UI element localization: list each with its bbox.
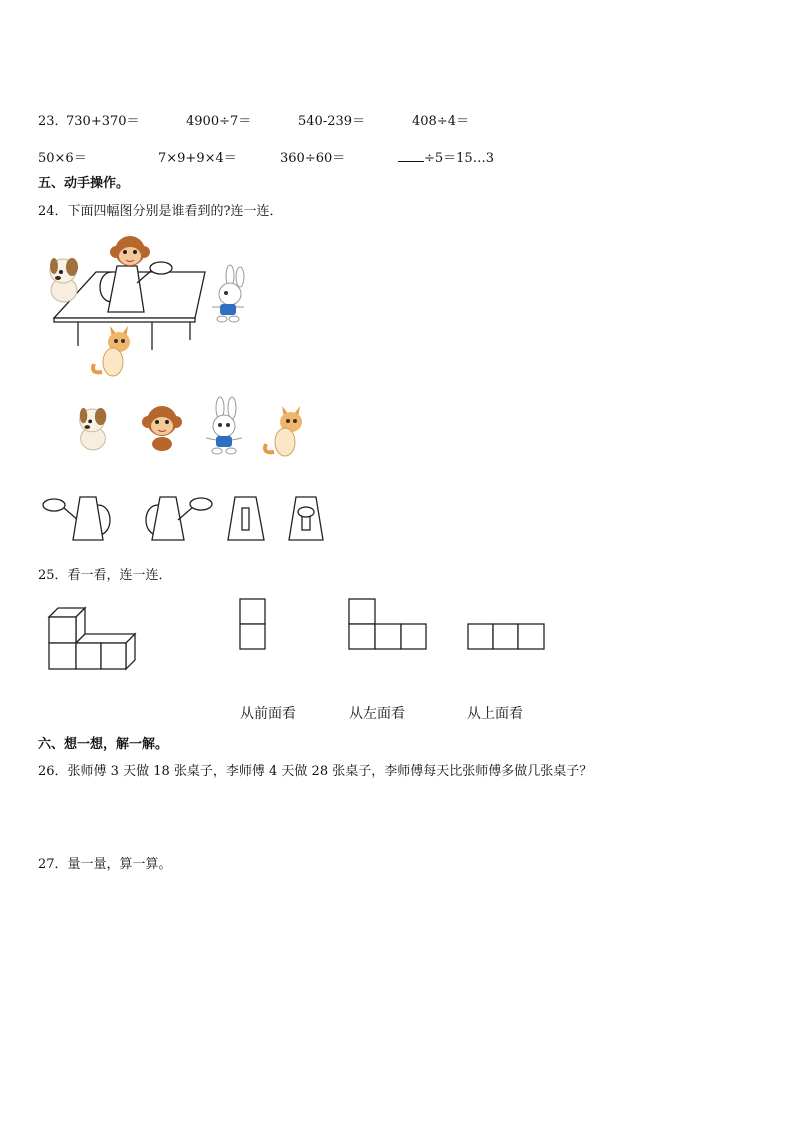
view-top bbox=[468, 624, 544, 649]
section-6-title: 六、想一想，解一解。 bbox=[38, 737, 169, 752]
view-front bbox=[240, 599, 265, 649]
q23-expr-1: 730+370＝ bbox=[66, 114, 140, 129]
label-top-view: 从上面看 bbox=[467, 706, 523, 722]
cube-stack bbox=[49, 608, 135, 669]
q23-expr-2: 4900÷7＝ bbox=[186, 114, 252, 129]
label-front-view: 从前面看 bbox=[240, 706, 296, 722]
q23-expr-5: 50×6＝ bbox=[38, 151, 87, 166]
q23-number: 23． bbox=[38, 114, 68, 129]
section-5-title: 五、动手操作。 bbox=[38, 176, 130, 191]
q23-expr-4: 408÷4＝ bbox=[412, 114, 469, 129]
label-left-view: 从左面看 bbox=[349, 706, 405, 722]
view-left bbox=[349, 599, 426, 649]
q27-text: 27．量一量，算一算。 bbox=[38, 857, 172, 872]
q23-expr-3: 540-239＝ bbox=[298, 114, 366, 129]
q23-expr-7: 360÷60＝ bbox=[280, 151, 346, 166]
q26-text: 26．张师傅 3 天做 18 张桌子，李师傅 4 天做 28 张桌子，李师傅每天比张师傅多做几张桌子？ bbox=[38, 764, 593, 779]
q25-text: 25．看一看，连一连． bbox=[38, 568, 172, 583]
q23-expr-6: 7×9+9×4＝ bbox=[158, 151, 237, 166]
q24-text: 24．下面四幅图分别是谁看到的?连一连． bbox=[38, 204, 283, 219]
q23-expr-8: ÷5＝15…3 bbox=[398, 147, 494, 166]
